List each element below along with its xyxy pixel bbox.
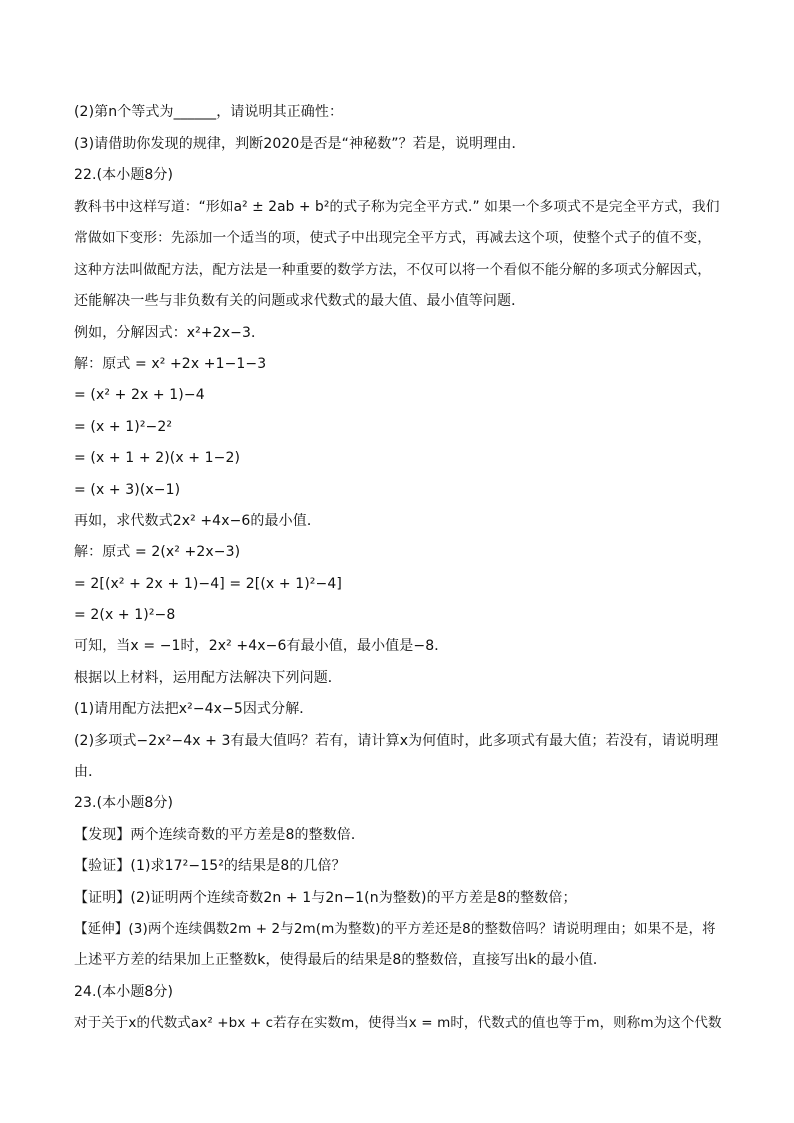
q21-part3: (3)请借助你发现的规律，判断2020是否是“神秘数”？若是，说明理由．	[74, 136, 526, 152]
q22-example1-step4: = (x + 1 + 2)(x + 1−2)	[74, 450, 241, 466]
q22-example1-step1: 解：原式 = x² +2x +1−1−3	[74, 356, 267, 372]
q22-part1: (1)请用配方法把x²−4x−5因式分解．	[74, 701, 314, 717]
q23-extend-line2: 上述平方差的结果加上正整数k，使得最后的结果是8的整数倍，直接写出k的最小值．	[74, 952, 608, 968]
q22-intro-line4: 还能解决一些与非负数有关的问题或求代数式的最大值、最小值等问题．	[74, 293, 526, 309]
q22-example1-step5: = (x + 3)(x−1)	[74, 482, 181, 498]
q22-intro-line3: 这种方法叫做配方法，配方法是一种重要的数学方法，不仅可以将一个看似不能分解的多项式分解因式，	[74, 262, 712, 278]
q22-example1-step3: = (x + 1)²−2²	[74, 419, 173, 435]
q23-discovery: 【发现】两个连续奇数的平方差是8的整数倍．	[74, 827, 366, 843]
q21-part2: (2)第n个等式为______，请说明其正确性：	[74, 104, 344, 120]
q22-example1-step2: = (x² + 2x + 1)−4	[74, 387, 205, 403]
q22-task-intro: 根据以上材料，运用配方法解决下列问题．	[74, 670, 342, 686]
q22-heading: 22.(本小题8分)	[74, 167, 174, 183]
q22-example2-step1: 解：原式 = 2(x² +2x−3)	[74, 544, 241, 560]
q23-verify: 【验证】(1)求17²−15²的结果是8的几倍？	[74, 858, 346, 874]
q22-intro-line2: 常做如下变形：先添加一个适当的项，使式子中出现完全平方式，再减去这个项，使整个式子的值不变，	[74, 230, 712, 246]
q22-example2-step3: = 2(x + 1)²−8	[74, 607, 176, 623]
q23-extend-line1: 【延伸】(3)两个连续偶数2m + 2与2m(m为整数)的平方差还是8的整数倍吗？请说明理由；如果不是，将	[74, 921, 716, 937]
q22-example2-title: 再如，求代数式2x² +4x−6的最小值．	[74, 513, 321, 529]
q24-intro-line1: 对于关于x的代数式ax² +bx + c若存在实数m，使得当x = m时，代数式的值也等于m，则称m为这个代数	[74, 1015, 722, 1031]
q22-example1-title: 例如，分解因式：x²+2x−3．	[74, 325, 266, 341]
q22-example2-step2: = 2[(x² + 2x + 1)−4] = 2[(x + 1)²−4]	[74, 576, 342, 592]
q24-heading: 24.(本小题8分)	[74, 984, 174, 1000]
q23-proof: 【证明】(2)证明两个连续奇数2n + 1与2n−1(n为整数)的平方差是8的整数倍；	[74, 890, 577, 906]
q22-intro-line1: 教科书中这样写道：“形如a² ± 2ab + b²的式子称为完全平方式.” 如果一个多项式不是完全平方式，我们	[74, 199, 720, 215]
q22-part2-line2: 由．	[74, 764, 103, 780]
q22-part2-line1: (2)多项式−2x²−4x + 3有最大值吗？若有，请计算x为何值时，此多项式有最大值；若没有，请说明理	[74, 733, 719, 749]
q23-heading: 23.(本小题8分)	[74, 795, 174, 811]
q22-example2-conclusion: 可知，当x = −1时，2x² +4x−6有最小值，最小值是−8．	[74, 638, 449, 654]
